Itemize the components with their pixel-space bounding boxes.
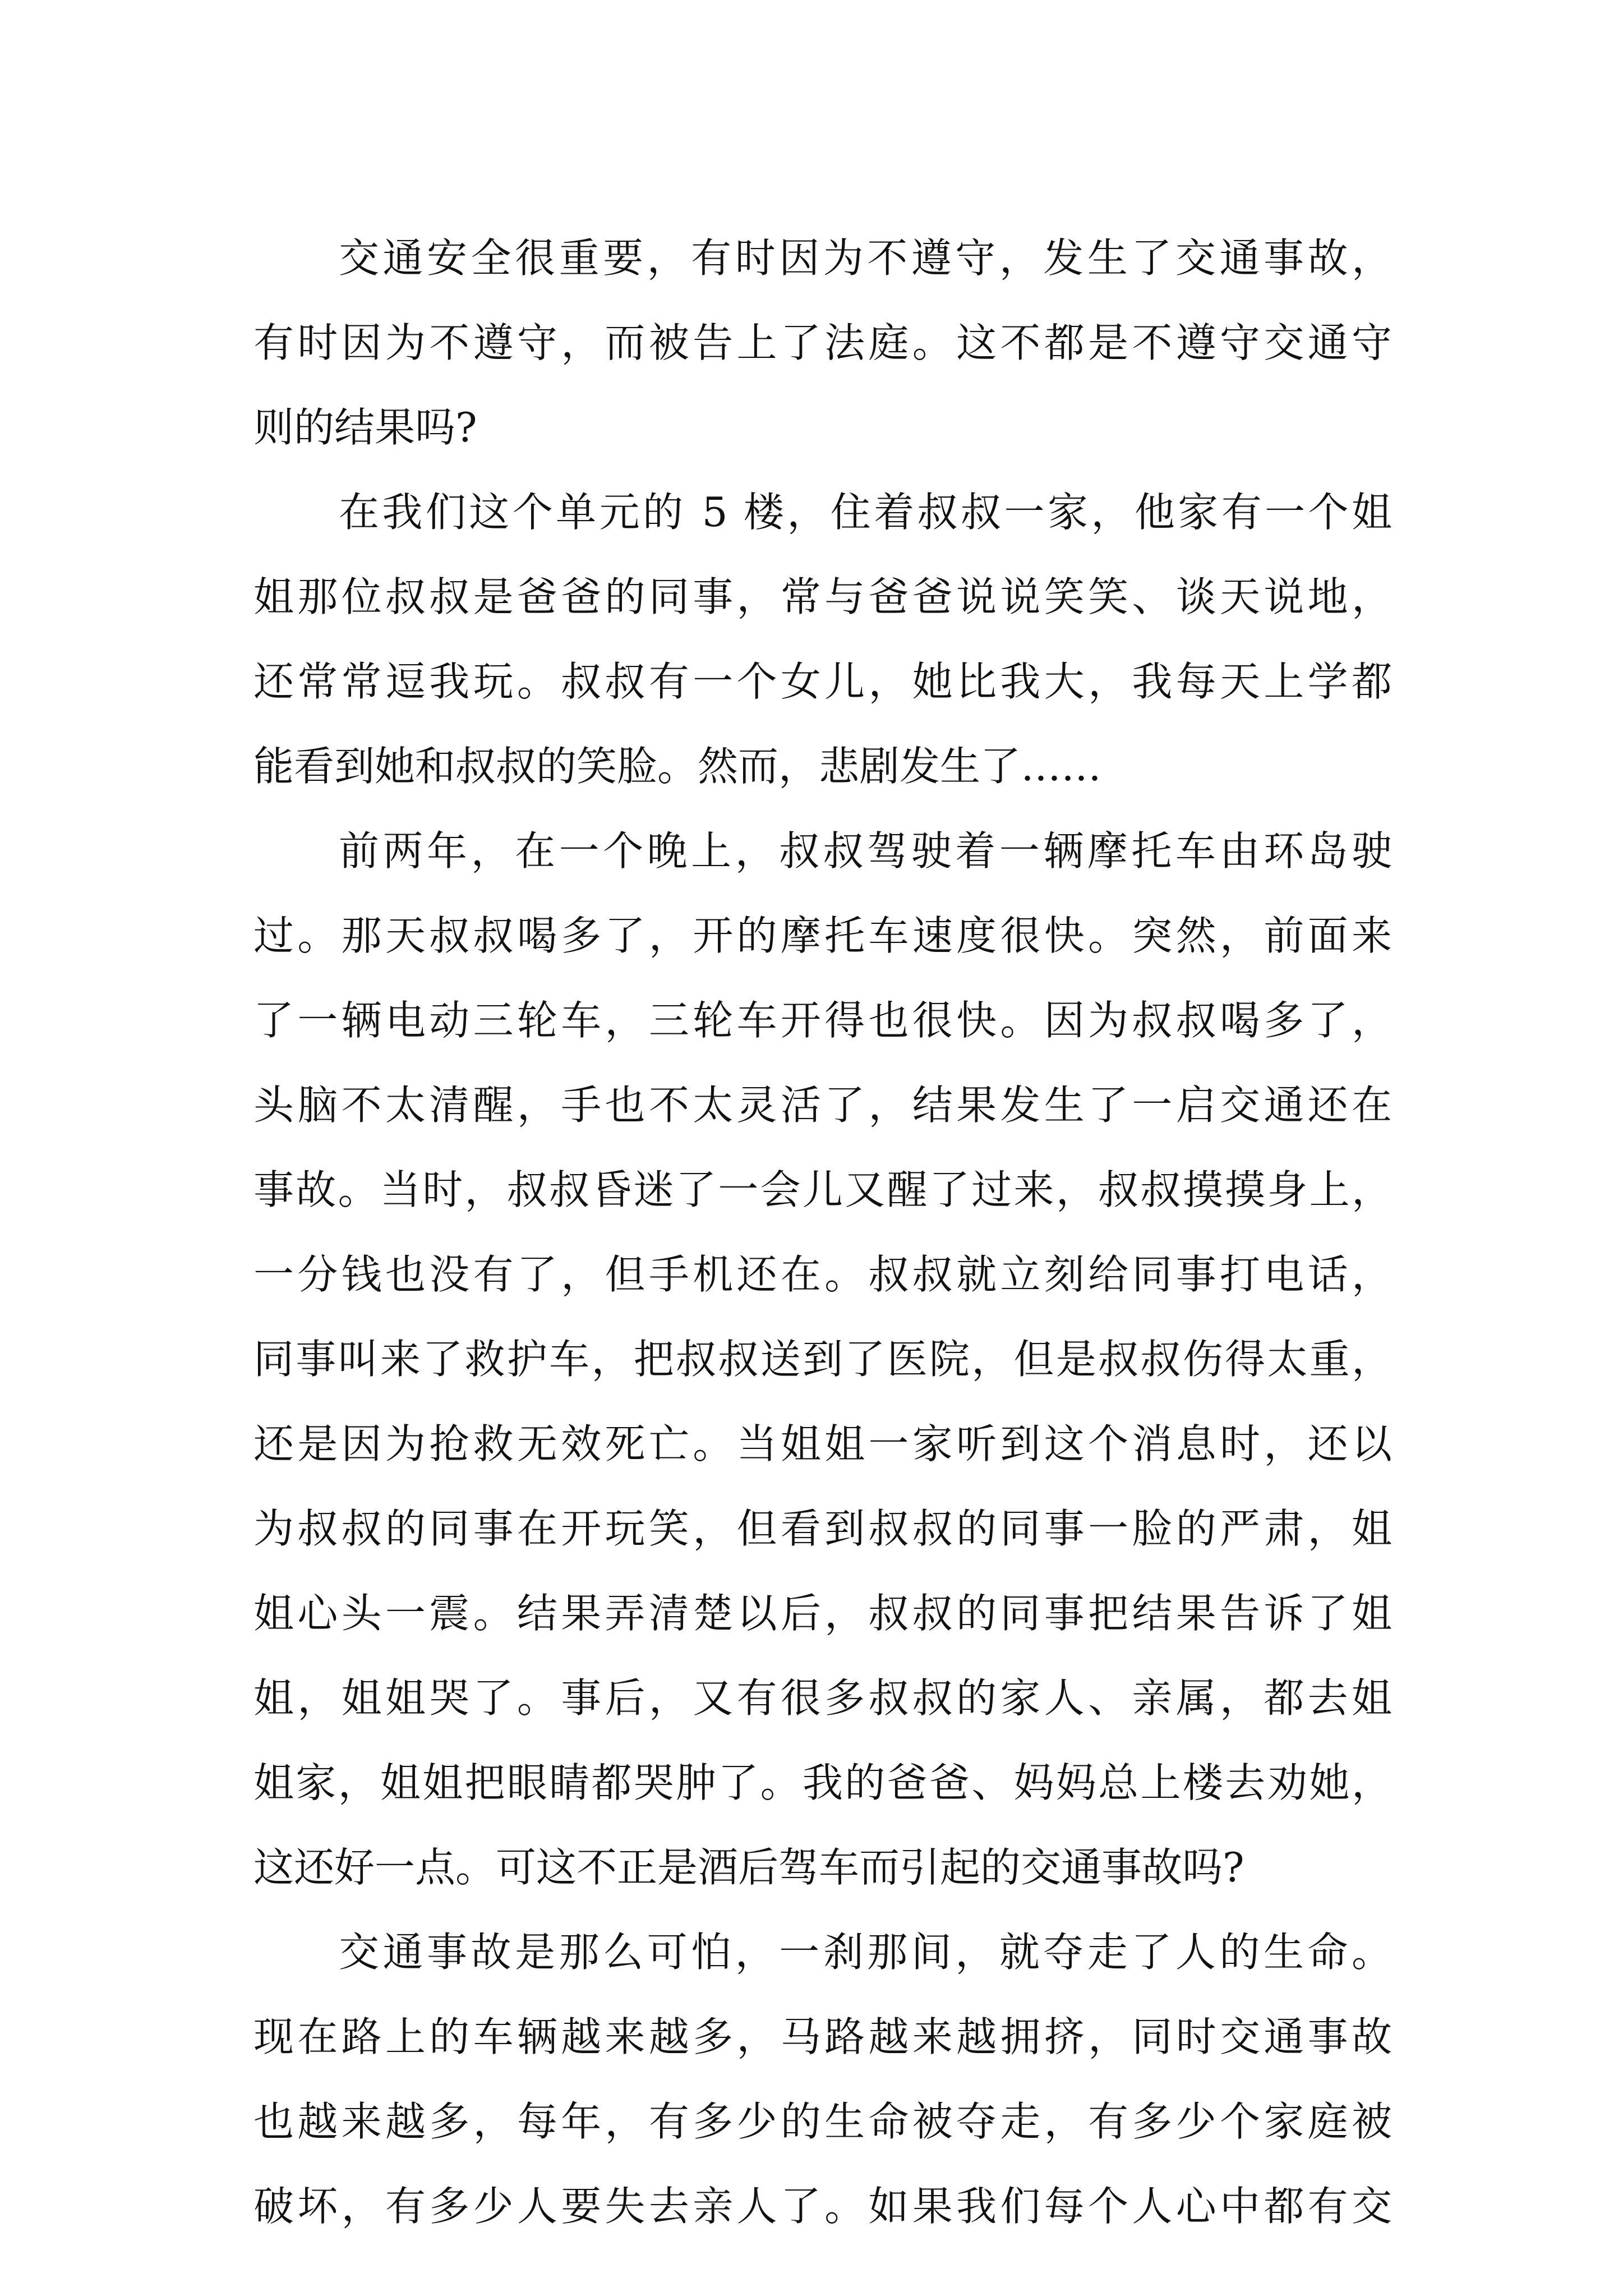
paragraph-3-line-8: 还是因为抢救无效死亡。当姐姐一家听到这个消息时，还以 — [253, 1420, 1392, 1467]
paragraph-4-line-3: 也越来越多，每年，有多少的生命被夺走，有多少个家庭被 — [253, 2098, 1392, 2145]
paragraph-2-line-4: 能看到她和叔叔的笑脸。然而，悲剧发生了…… — [253, 743, 1102, 790]
paragraph-3-line-9: 为叔叔的同事在开玩笑，但看到叔叔的同事一脸的严肃，姐 — [253, 1505, 1392, 1552]
paragraph-2-line-3: 还常常逗我玩。叔叔有一个女儿，她比我大，我每天上学都 — [253, 658, 1392, 705]
paragraph-2-line-1: 在我们这个单元的 5 楼，住着叔叔一家，他家有一个姐 — [339, 489, 1392, 536]
paragraph-3-line-6: 一分钱也没有了，但手机还在。叔叔就立刻给同事打电话， — [253, 1251, 1392, 1298]
paragraph-1-line-2: 有时因为不遵守，而被告上了法庭。这不都是不遵守交通守 — [253, 319, 1392, 366]
paragraph-4-line-1: 交通事故是那么可怕，一刹那间，就夺走了人的生命。 — [339, 1929, 1392, 1976]
paragraph-3-line-7: 同事叫来了救护车，把叔叔送到了医院，但是叔叔伤得太重， — [253, 1336, 1392, 1383]
paragraph-3-line-5: 事故。当时，叔叔昏迷了一会儿又醒了过来，叔叔摸摸身上， — [253, 1166, 1392, 1213]
paragraph-1-line-1: 交通安全很重要，有时因为不遵守，发生了交通事故， — [339, 234, 1392, 282]
paragraph-3-line-1: 前两年，在一个晚上，叔叔驾驶着一辆摩托车由环岛驶 — [339, 827, 1392, 875]
paragraph-4-line-2: 现在路上的车辆越来越多，马路越来越拥挤，同时交通事故 — [253, 2013, 1392, 2060]
paragraph-3-line-3: 了一辆电动三轮车，三轮车开得也很快。因为叔叔喝多了， — [253, 997, 1392, 1044]
paragraph-1-line-3: 则的结果吗? — [253, 404, 477, 451]
paragraph-3-line-4: 头脑不太清醒，手也不太灵活了，结果发生了一启交通还在 — [253, 1082, 1392, 1129]
paragraph-3-line-10: 姐心头一震。结果弄清楚以后，叔叔的同事把结果告诉了姐 — [253, 1590, 1392, 1637]
paragraph-3-line-11: 姐，姐姐哭了。事后，又有很多叔叔的家人、亲属，都去姐 — [253, 1674, 1392, 1722]
paragraph-3-line-13: 这还好一点。可这不正是酒后驾车而引起的交通事故吗? — [253, 1844, 1244, 1891]
paragraph-4-line-4: 破坏，有多少人要失去亲人了。如果我们每个人心中都有交 — [253, 2183, 1392, 2230]
paragraph-3-line-12: 姐家，姐姐把眼睛都哭肿了。我的爸爸、妈妈总上楼去劝她， — [253, 1759, 1392, 1806]
paragraph-2-line-2: 姐那位叔叔是爸爸的同事，常与爸爸说说笑笑、谈天说地， — [253, 573, 1392, 620]
essay-body — [253, 216, 1392, 2249]
paragraph-3-line-2: 过。那天叔叔喝多了，开的摩托车速度很快。突然，前面来 — [253, 912, 1392, 959]
